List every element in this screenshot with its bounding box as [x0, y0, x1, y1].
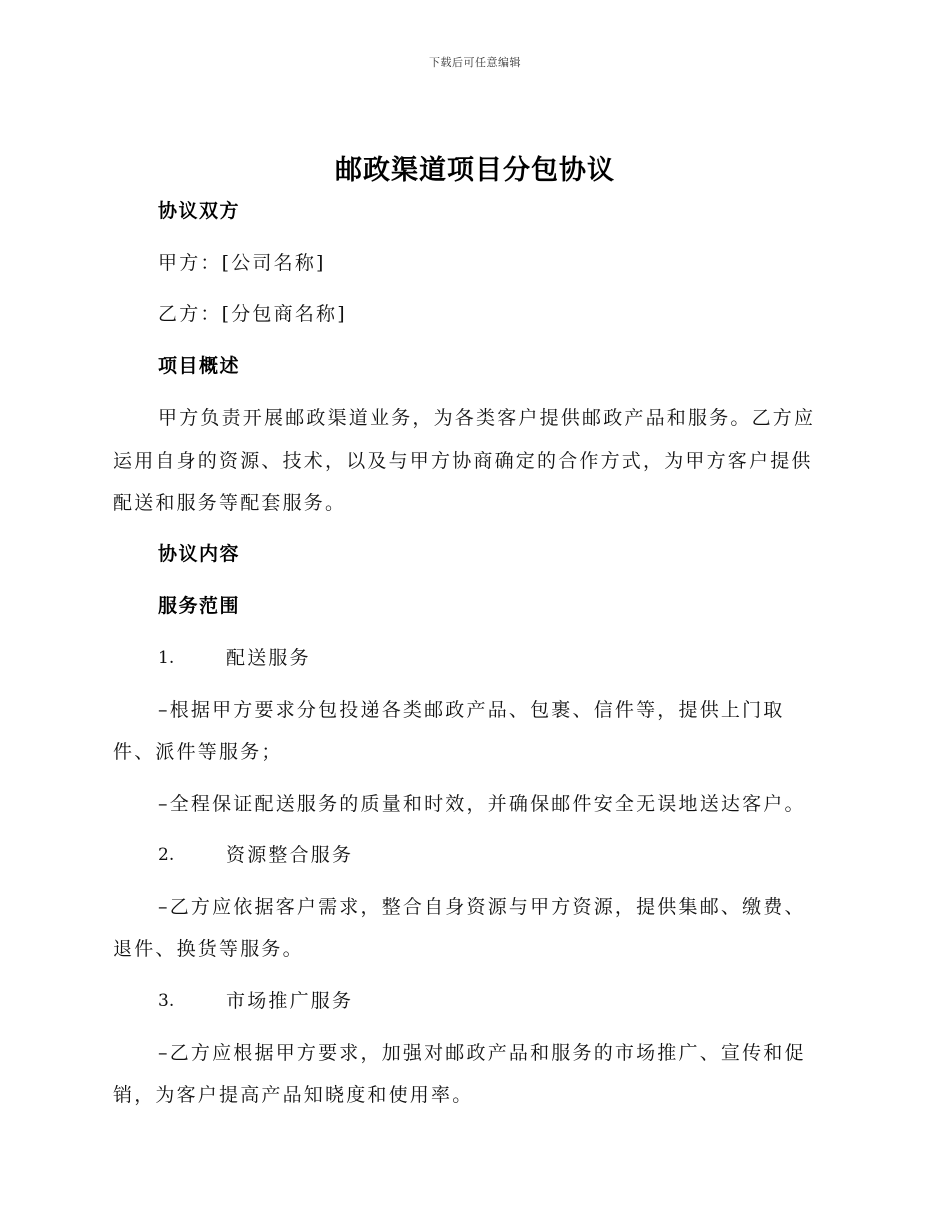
overview-heading: 项目概述: [158, 355, 241, 377]
item-label: 市场推广服务: [226, 990, 354, 1012]
header-note: 下载后可任意编辑: [429, 56, 521, 69]
overview-line: 配送和服务等配套服务。: [113, 492, 347, 514]
item-text-line: –乙方应依据客户需求，整合自身资源与甲方资源，提供集邮、缴费、: [158, 896, 806, 918]
item-text-line: –根据甲方要求分包投递各类邮政产品、包裹、信件等，提供上门取: [158, 699, 785, 721]
item-text-line: 退件、换货等服务。: [113, 938, 304, 960]
item-text-line: 销，为客户提高产品知晓度和使用率。: [113, 1084, 474, 1106]
party-a-line: 甲方：[公司名称]: [158, 252, 326, 274]
item-number: 1.: [158, 648, 175, 668]
overview-line: 运用自身的资源、技术，以及与甲方协商确定的合作方式，为甲方客户提供: [113, 450, 813, 472]
overview-line: 甲方负责开展邮政渠道业务，为各类客户提供邮政产品和服务。乙方应: [158, 407, 816, 429]
item-number: 3.: [158, 991, 175, 1011]
item-text-line: 件、派件等服务；: [113, 741, 283, 763]
content-heading: 协议内容: [158, 543, 241, 565]
scope-heading: 服务范围: [158, 595, 241, 617]
document-title: 邮政渠道项目分包协议: [335, 155, 615, 186]
item-text-line: –乙方应根据甲方要求，加强对邮政产品和服务的市场推广、宣传和促: [158, 1042, 806, 1064]
item-number: 2.: [158, 845, 175, 865]
parties-heading: 协议双方: [158, 200, 241, 222]
item-label: 配送服务: [226, 647, 311, 669]
item-text-line: –全程保证配送服务的质量和时效，并确保邮件安全无误地送达客户。: [158, 793, 806, 815]
item-label: 资源整合服务: [226, 844, 354, 866]
party-b-line: 乙方：[分包商名称]: [158, 303, 347, 325]
